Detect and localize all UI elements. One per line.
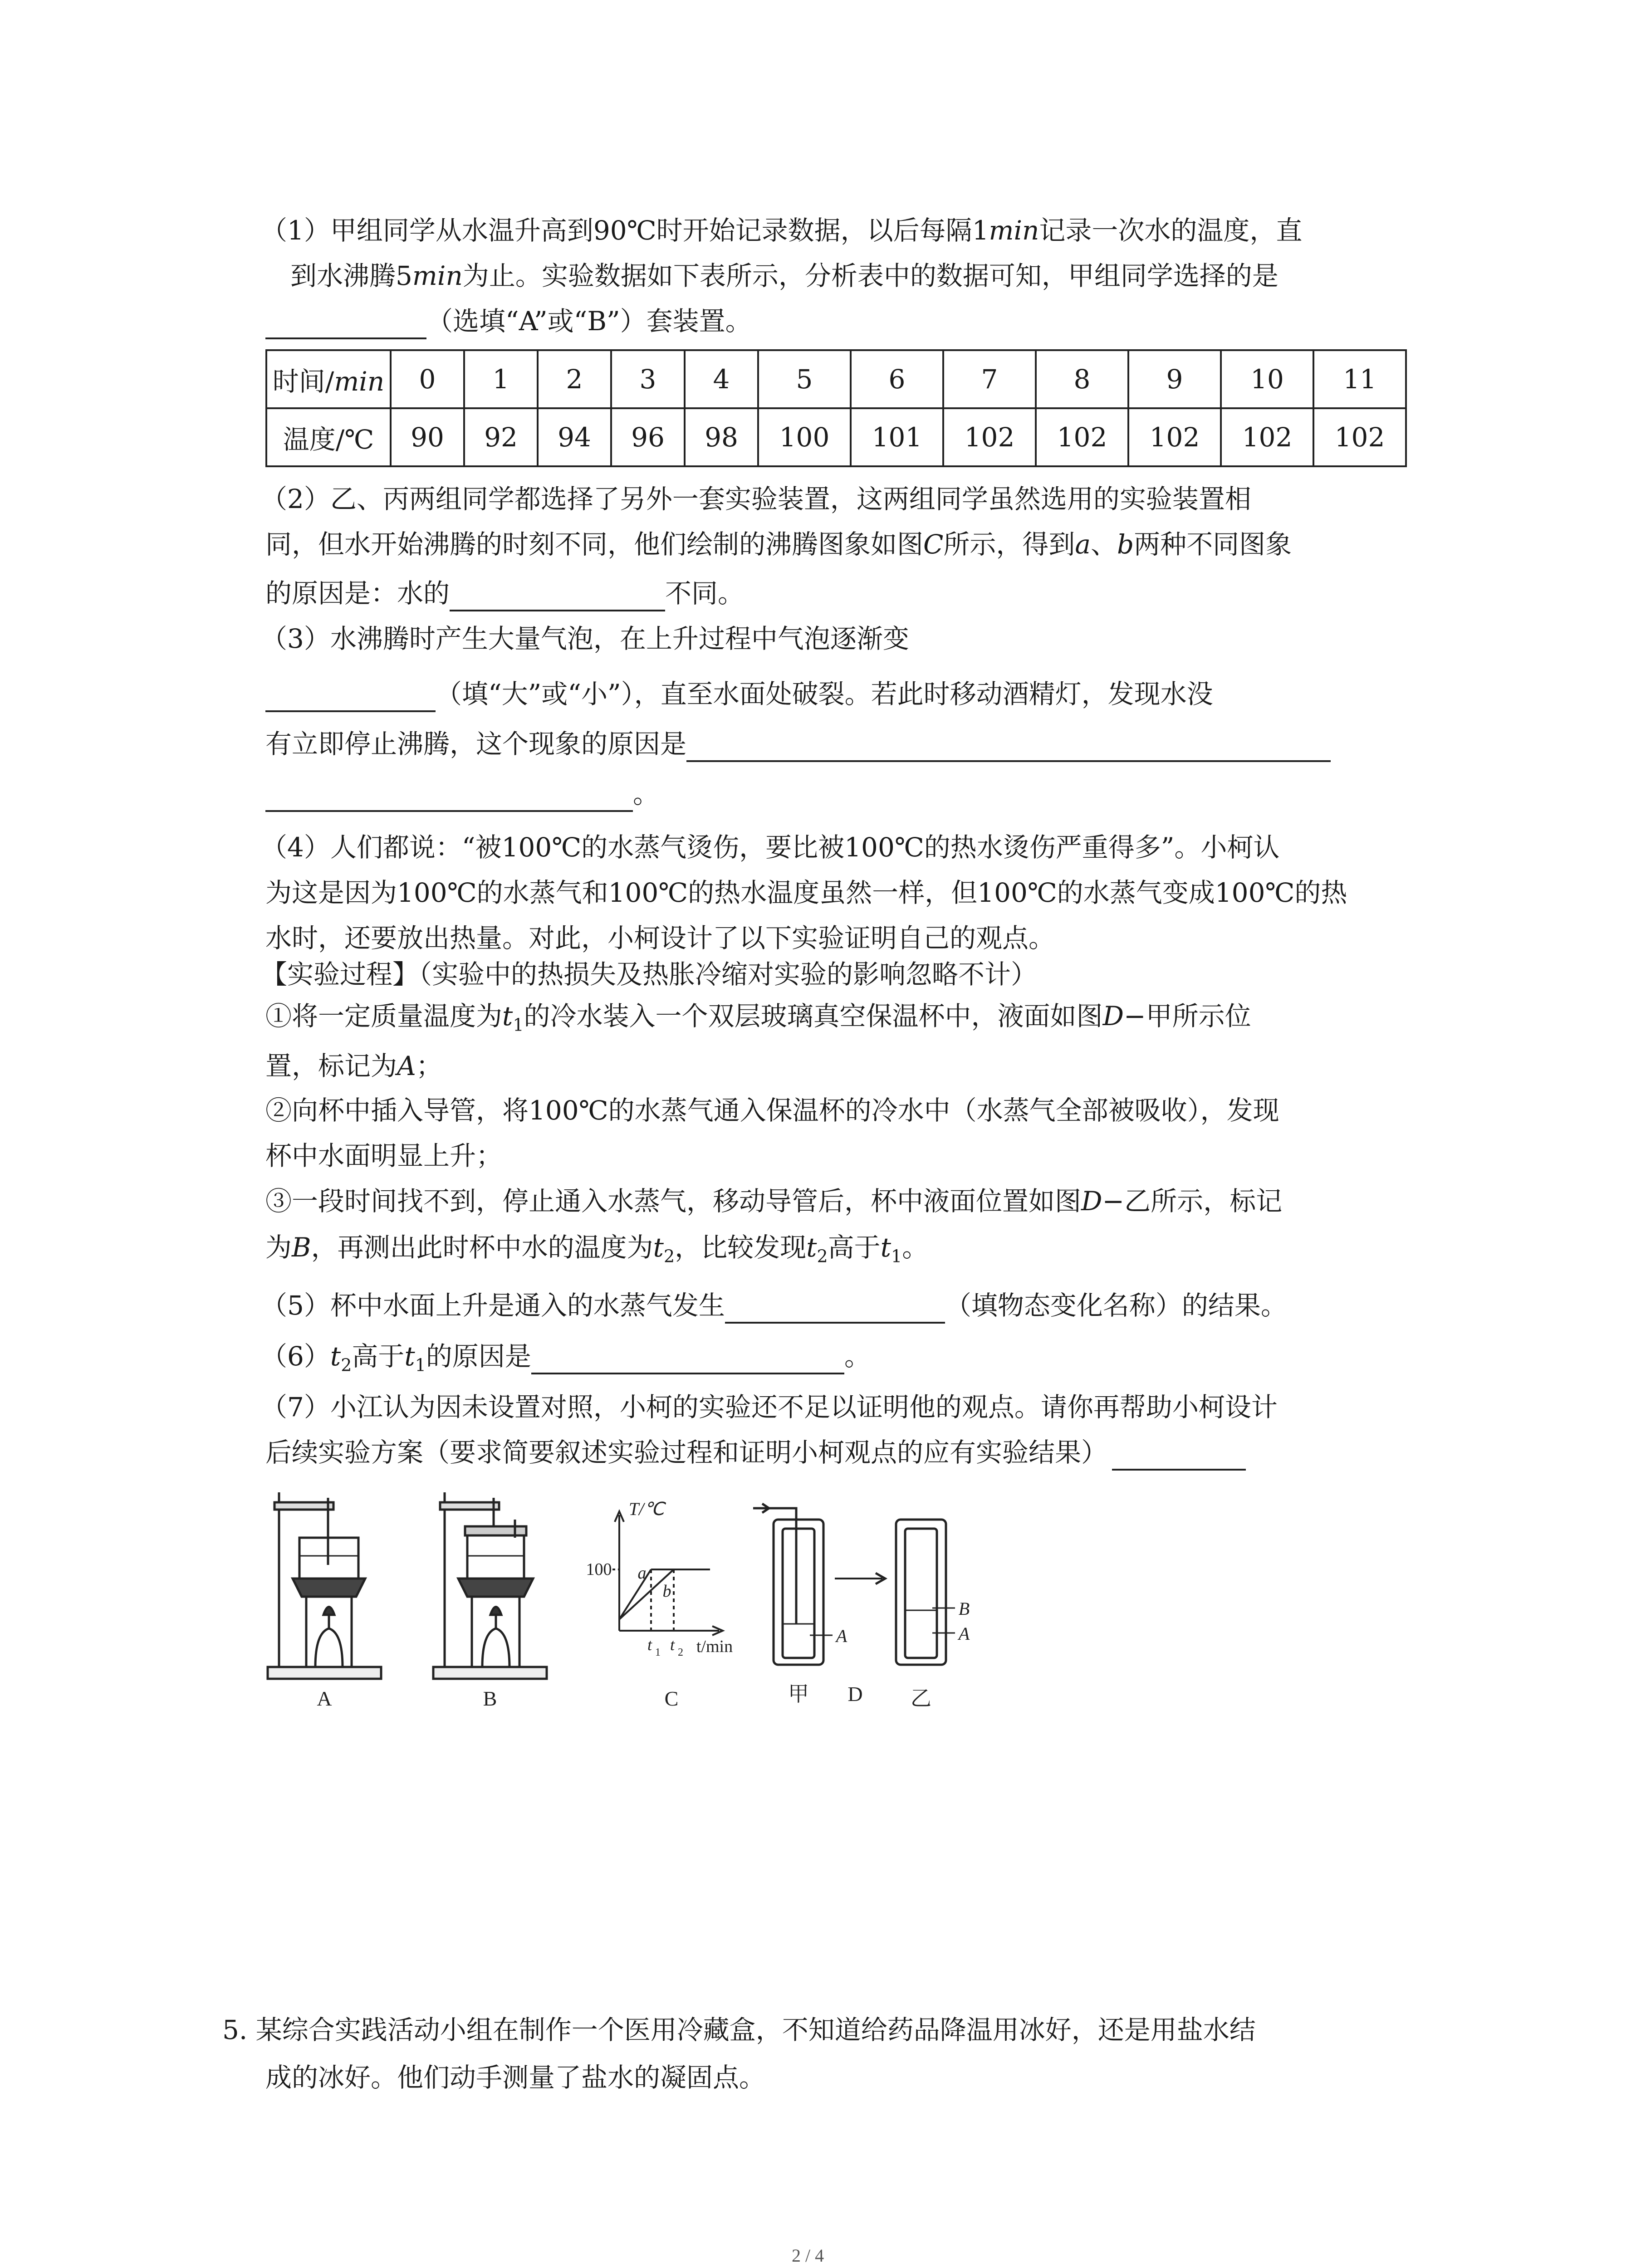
question-5-line-1: 5. 某综合实践活动小组在制作一个医用冷藏盒，不知道给药品降温用冰好，还是用盐水结 [222,2014,1256,2045]
table-cell: 102 [1036,408,1128,466]
experiment-figure [261,1483,996,1710]
table-cell: 11 [1313,350,1406,408]
table-cell: 102 [1221,408,1313,466]
table-cell: 6 [851,350,943,408]
q2-line-3: 的原因是：水的 不同。 [265,575,744,611]
answer-blank-3[interactable] [265,681,436,712]
cup-b-label: B [958,1598,970,1619]
graph-t2-label: t [670,1636,675,1654]
q3-line-2: （填“大”或“小”），直至水面处破裂。若此时移动酒精灯，发现水没 [265,676,1213,712]
q2-line-2: 同，但水开始沸腾的时刻不同，他们绘制的沸腾图象如图C所示，得到a、b两种不同图象 [265,529,1292,560]
table-cell: 94 [538,408,611,466]
graph-100-label: 100 [586,1560,612,1579]
q5-part-line: （5）杯中水面上升是通入的水蒸气发生 （填物态变化名称）的结果。 [261,1287,1287,1324]
q4-step-2-line-1: ②向杯中插入导管，将100℃的水蒸气通入保温杯的冷水中（水蒸气全部被吸收），发现 [265,1095,1279,1126]
graph-y-axis-label: T/℃ [628,1499,665,1519]
table-cell: 2 [538,350,611,408]
time-header-cell: 时间/min [266,350,391,408]
q4-line-4: 【实验过程】（实验中的热损失及热胀冷缩对实验的影响忽略不计） [261,959,1038,990]
table-cell: 96 [611,408,685,466]
table-cell: 98 [685,408,758,466]
apparatus-b [433,1492,547,1679]
cups-d [753,1504,955,1665]
table-cell: 100 [758,408,851,466]
answer-blank-7[interactable] [531,1344,844,1374]
q1-line-3: （选填“A”或“B”）套装置。 [265,303,752,339]
graph-t1-sub: 1 [655,1647,661,1658]
temp-header-cell: 温度/℃ [266,408,391,466]
q7-line-1: （7）小江认为因未设置对照，小柯的实验还不足以证明他的观点。请你再帮助小柯设计 [261,1392,1278,1422]
table-cell: 3 [611,350,685,408]
q4-line-1: （4）人们都说：“被100℃的水蒸气烫伤，要比被100℃的热水烫伤严重得多”。小柯认 [261,832,1280,863]
q2-line-1: （2）乙、丙两组同学都选择了另外一套实验装置，这两组同学虽然选用的实验装置相 [261,484,1251,514]
answer-blank-4[interactable] [686,731,1331,762]
graph-t1-label: t [647,1636,652,1654]
answer-blank-8[interactable] [1112,1440,1246,1471]
page-number: 2 / 4 [792,2245,824,2266]
q4-line-3: 水时，还要放出热量。对此，小柯设计了以下实验证明自己的观点。 [265,923,1055,953]
table-cell: 102 [1128,408,1221,466]
temperature-table [265,349,1407,467]
label-a: A [317,1687,332,1710]
q1-line-1: （1）甲组同学从水温升高到90℃时开始记录数据，以后每隔1min记录一次水的温度，直 [261,215,1303,246]
q3-line-3: 有立即停止沸腾，这个现象的原因是 [265,726,1331,762]
table-cell: 7 [943,350,1036,408]
table-cell: 102 [1313,408,1406,466]
table-cell: 1 [464,350,538,408]
q4-line-2: 为这是因为100℃的水蒸气和100℃的热水温度虽然一样，但100℃的水蒸气变成100℃的热 [265,877,1347,908]
answer-blank-2[interactable] [450,581,665,611]
q1-line-2: 到水沸腾5min为止。实验数据如下表所示，分析表中的数据可知，甲组同学选择的是 [290,260,1279,291]
q3-line-4: 。 [265,776,659,812]
table-row-temp [266,408,1406,466]
table-cell: 9 [1128,350,1221,408]
apparatus-a [268,1492,381,1679]
q4-step-3-line-1: ③一段时间找不到，停止通入水蒸气，移动导管后，杯中液面位置如图D−乙所示，标记 [265,1186,1283,1217]
graph-t2-sub: 2 [678,1647,683,1658]
graph-b-label: b [662,1582,671,1601]
answer-blank-6[interactable] [725,1293,945,1324]
label-yi: 乙 [911,1687,931,1710]
cup-a-label: A [836,1626,847,1646]
table-cell: 0 [391,350,464,408]
label-b: B [483,1687,497,1710]
q6-part-line: $(6)t_2$高于$t_1$的原因是 。 [261,1341,871,1375]
table-cell: 4 [685,350,758,408]
q3-line-1: （3）水沸腾时产生大量气泡，在上升过程中气泡逐渐变 [261,623,909,654]
boiling-graph-c [612,1511,723,1635]
cup2-a-label: A [958,1623,970,1644]
q4-step-1-line-2: 置，标记为A； [265,1051,442,1081]
question-5-line-2: 成的冰好。他们动手测量了盐水的凝固点。 [265,2062,766,2093]
table-cell: 8 [1036,350,1128,408]
table-cell: 90 [391,408,464,466]
q4-step-2-line-2: 杯中水面明显上升； [265,1140,503,1171]
graph-x-axis-label: t/min [696,1637,733,1656]
label-d: D [847,1682,863,1706]
table-cell: 92 [464,408,538,466]
table-cell: 5 [758,350,851,408]
q4-step-1-line-1: ①将一定质量温度为$t_1$的冷水装入一个双层玻璃真空保温杯中，液面如图D−甲所示位 [265,1001,1251,1035]
table-row-time [266,350,1406,408]
table-cell: 10 [1221,350,1313,408]
figure-labels [317,1499,970,1710]
q4-step-3-line-2: 为B，再测出此时杯中水的温度为$t_2$，比较发现$t_2$高于$t_1$。 [265,1232,929,1266]
table-cell: 101 [851,408,943,466]
answer-blank-1[interactable] [265,308,426,339]
q7-line-2: 后续实验方案（要求简要叙述实验过程和证明小柯观点的应有实验结果） [265,1434,1246,1471]
graph-a-label: a [637,1564,647,1583]
label-c: C [664,1687,679,1710]
label-jia: 甲 [788,1682,809,1706]
answer-blank-5[interactable] [265,781,633,812]
table-cell: 102 [943,408,1036,466]
